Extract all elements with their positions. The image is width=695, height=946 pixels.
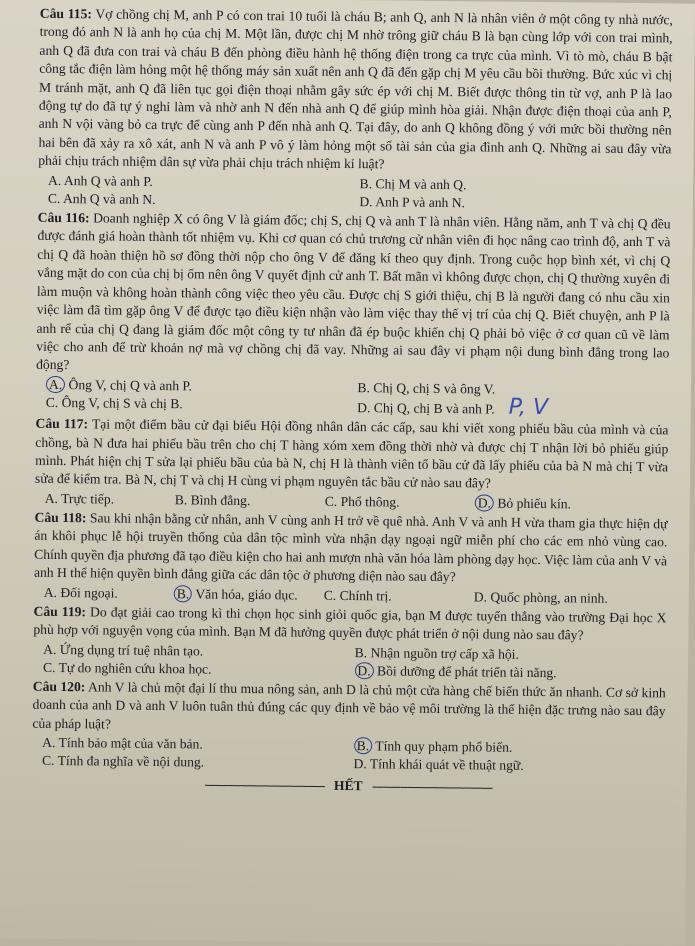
question-block [35, 415, 669, 514]
option-text: Đối ngoại. [60, 584, 118, 601]
option-text: Bồi dưỡng để phát triển tài năng. [377, 663, 557, 681]
option-letter: A. [48, 172, 62, 188]
question-number: Câu 119: [33, 603, 87, 620]
question-number: Câu 117: [35, 415, 89, 432]
end-label: HẾT [333, 777, 363, 793]
option-text: Tính đa nghĩa về nội dung. [57, 753, 205, 770]
option-letter: B. [174, 491, 188, 508]
option-text: Anh P và anh N. [375, 194, 466, 211]
option-text: Anh Q và anh N. [62, 190, 156, 207]
option-text: Tính quy phạm phổ biến. [375, 738, 513, 755]
answer-option[interactable] [353, 756, 665, 777]
option-text: Phổ thông. [340, 493, 400, 510]
question-text [34, 509, 668, 589]
answer-option[interactable] [45, 490, 175, 510]
option-letter: A. [43, 584, 58, 600]
answer-option[interactable] [357, 394, 669, 421]
option-letter: C. [323, 587, 337, 603]
option-letter: B. [354, 644, 368, 660]
option-text: Chị Q, chị B và anh P. [373, 400, 495, 417]
option-letter: D. [353, 756, 367, 772]
option-letter: B. [174, 585, 193, 602]
option-text: Ông V, chị S và chị B. [61, 394, 183, 412]
end-marker: ---------------------------------- HẾT ---------------------------------- [204, 776, 493, 795]
question-text [32, 678, 666, 740]
question-text [35, 415, 669, 495]
option-letter: B. [354, 737, 373, 754]
answer-option[interactable] [354, 662, 666, 683]
question-number: Câu 118: [34, 509, 87, 526]
question-text [33, 603, 666, 646]
question-text [38, 5, 673, 177]
option-text: Trực tiếp. [61, 490, 115, 507]
answer-option[interactable] [48, 190, 360, 211]
option-letter: C. [47, 190, 61, 206]
option-text: Quốc phòng, an ninh. [490, 589, 608, 606]
option-text: Anh Q và anh P. [63, 172, 153, 189]
option-text: Tự do nghiên cứu khoa học. [58, 659, 212, 677]
option-letter: B. [359, 175, 373, 191]
option-letter: D. [354, 662, 373, 679]
answer-option[interactable] [44, 583, 174, 603]
answer-option[interactable] [43, 659, 355, 680]
answer-options [32, 734, 665, 777]
question-number: Câu 120: [32, 678, 86, 695]
answer-options [38, 171, 671, 214]
option-text: Ông V, chị Q và anh P. [68, 376, 193, 394]
answer-option[interactable] [42, 752, 354, 773]
option-text: Ứng dụng trí tuệ nhân tạo. [59, 641, 204, 659]
question-block [32, 678, 666, 777]
question-body: Doanh nghiệp X có ông V là giám đốc; chị S, chị Q và anh T là nhân viên. Hằng năm, anh T và chị Q đều được đánh giá hoàn thành tốt nhiệm vụ. Khi cơ quan có chủ trương cử nhân viên đi học nâng cao trình độ, anh T và chị Q đã hoàn thiện hồ sơ đồng thời nộp cho ông V để đăng kí theo quy định. Trong cuộc họp bình xét, vì chị Q vắng mặt do con của chị bị ốm nên ông V quyết định cử anh T. Bất mãn vì không được chọn, chị Q thường xuyên đi làm muộn và không hoàn thành công việc theo yêu cầu. Được chị S giới thiệu, chị B là người đang có nhu cầu xin việc làm đã tìm gặp ông V để được tạo điều kiện nhận vào làm việc thay thế vị trí của chị Q. Biết chuyện, anh P là anh rể của chị Q đang là giám đốc một công ty tư nhân đã ép buộc khiến chị Q phải bỏ việc ở cơ quan cũ về làm việc cho anh để trừ khoản nợ mà vợ chồng chị đã vay. Những ai sau đây vi phạm nội dung bình đẳng trong lao động? [36, 210, 671, 373]
answer-options [36, 375, 669, 420]
option-letter: C. [42, 659, 56, 675]
question-body: Tại một điểm bầu cử đại biểu Hội đồng nhân dân các cấp, sau khi viết xong phiếu bầu của mình và của chồng, bà N đưa hai phiếu bầu trên cho chị T hàng xóm xem đồng thời nhờ và được chị T nhận lời bỏ phiếu giúp mình. Phát hiện chị T sửa lại phiếu bầu của bà N, chị H là thành viên tổ bầu cử đã lấy phiếu của bà N mà chị T vừa sửa để kiểm tra. Bà N, chị T và chị H cùng vi phạm nguyên tắc bầu cử nào sau đây? [34, 416, 669, 491]
answer-option[interactable] [174, 585, 324, 605]
question-block [33, 603, 667, 684]
question-block [38, 5, 673, 215]
option-letter: A. [44, 490, 59, 506]
question-text [36, 209, 671, 381]
option-text: Chị Q, chị S và ông V. [373, 380, 496, 397]
question-number: Câu 115: [39, 5, 92, 22]
question-number: Câu 116: [37, 209, 90, 226]
option-letter: C. [45, 394, 59, 410]
answer-option[interactable] [175, 491, 325, 511]
answer-option[interactable] [46, 394, 358, 417]
option-letter: B. [357, 379, 370, 395]
answer-options [33, 640, 666, 683]
question-body: Anh V là chủ một đại lí thu mua nông sản, anh D là chủ một cửa hàng chế biến thức ăn nhanh. Cơ sở kinh doanh của anh D và anh V luôn tuân thủ đúng các quy định về bảo vệ môi trường là thể hiện đặc trưng nào sau đây của pháp luật? [32, 679, 666, 732]
question-body: Do đạt giải cao trong kì thi chọn học sinh giỏi quốc gia, bạn M được tuyển thẳng vào trường Đại học X phù hợp với nguyện vọng của mình. Bạn M đã hưởng quyền được phát triển ở nội dung nào sau đây? [33, 604, 667, 643]
option-letter: A. [42, 735, 56, 751]
option-text: Chính trị. [339, 587, 392, 604]
option-letter: D. [473, 588, 488, 605]
option-letter: A. [43, 641, 57, 657]
option-letter: C. [324, 493, 338, 509]
option-text: Bỏ phiếu kín. [497, 495, 572, 512]
question-body: Vợ chồng chị M, anh P có con trai 10 tuổi là cháu B; anh Q, anh N là nhân viên ở một công ty nhà nước, trong đó anh N là anh họ của chị M. Một lần, được chị M nhờ trông giữ cháu B là bạn cùng lớp với con trai mình, anh Q đã đưa con trai và cháu B đến phòng điều hành hệ thống điện trong ca trực của mình. Vì tò mò, cháu B bật công tắc điện làm hỏng một hệ thống máy sản xuất nên anh Q đã đến gặp chị M yêu cầu bồi thường. Bức xúc vì chị M tránh mặt, anh Q đã liên tục gọi điện thoại nhằm gây sức ép với chị M. Biết được thông tin từ vợ, anh P là lao động tự do đã tự ý nghỉ làm và nhờ anh N đến nhà anh Q để giúp mình hòa giải. Nhận được điện thoại của anh P, anh N vội vàng bỏ ca trực để cùng anh P đến nhà anh Q. Tại đây, do anh Q không đồng ý với mức bồi thường nên hai bên đã xảy ra xô xát, anh N và anh P vô ý làm hỏng một số tài sản của gia đình anh Q. Những ai sau đây vừa phải chịu trách nhiệm dân sự vừa phải chịu trách nhiệm kỉ luật? [38, 6, 673, 172]
question-block [36, 209, 671, 421]
option-letter: A. [46, 376, 65, 393]
answer-option[interactable] [359, 193, 671, 214]
option-text: Nhận nguồn trợ cấp xã hội. [370, 644, 520, 662]
option-text: Chị M và anh Q. [375, 175, 467, 192]
option-letter: D. [357, 400, 371, 416]
question-block [34, 509, 668, 608]
option-letter: C. [41, 753, 55, 769]
question-body: Sau khi nhận bằng cử nhân, anh V cùng anh H trở về quê nhà. Anh V và anh H vừa tham gia thực hiện dự án khôi phục lễ hội truyền thống của dân tộc mình vừa nhận dạy ngoại ngữ miễn phí cho các em nhỏ vùng cao. Chính quyền địa phương đã tạo điều kiện cho hai anh mượn nhà văn hóa làm phòng dạy học. Việc làm của anh V và anh H thể hiện quyền bình đẳng giữa các dân tộc ở phương diện nào sau đây? [33, 510, 668, 585]
option-letter: D. [359, 193, 373, 210]
option-text: Bình đẳng. [190, 492, 251, 508]
option-letter: D. [475, 494, 494, 511]
handwritten-note: P, V [508, 394, 549, 421]
question-list [32, 5, 673, 777]
option-text: Văn hóa, giáo dục. [195, 586, 298, 603]
option-text: Tính khái quát về thuật ngữ. [369, 756, 524, 774]
answer-option[interactable] [474, 588, 667, 608]
answer-option[interactable] [475, 494, 668, 514]
option-text: Tính bảo mật của văn bản. [58, 735, 203, 752]
answer-option[interactable] [324, 586, 474, 606]
answer-option[interactable] [325, 493, 475, 513]
